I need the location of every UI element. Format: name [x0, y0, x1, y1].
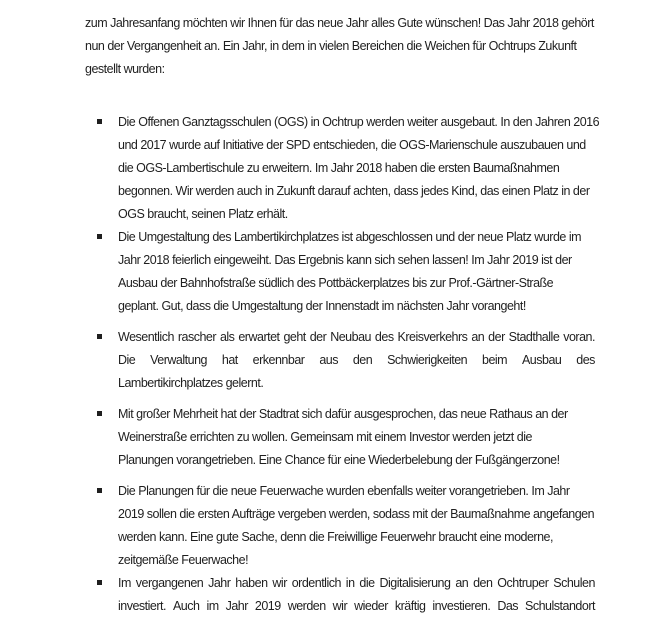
word: als	[219, 330, 235, 344]
word: den	[352, 353, 373, 367]
bullet-paragraph	[118, 480, 595, 572]
word: Ochtruper	[497, 576, 549, 590]
text-line	[118, 326, 595, 349]
bullet-square-icon	[97, 411, 102, 416]
word: Schulen	[553, 576, 595, 590]
word: des	[374, 330, 394, 344]
word: Verwaltung	[150, 353, 207, 367]
text-line: 2019 sollen die ersten Aufträge vergeben werden, sodass mit der Baumaßnahme angefangen	[118, 507, 595, 521]
word: Ausbau	[521, 353, 562, 367]
word: Schwierigkeiten	[387, 353, 468, 367]
bullet-paragraph	[118, 403, 595, 472]
word: wieder	[354, 599, 388, 613]
text-line: Weinerstraße errichten zu wollen. Gemeinsam mit einem Investor werden jetzt die	[118, 430, 532, 444]
word: werden	[287, 599, 326, 613]
text-line: Ausbau der Bahnhofstraße südlich des Pottbäckerplatzes bis zur Prof.-Gärtner-Straße	[118, 276, 554, 290]
text-line: Lambertikirchplatzes gelernt.	[118, 376, 264, 390]
word: des	[576, 353, 595, 367]
word: Wesentlich	[118, 330, 174, 344]
bullet-item	[85, 480, 595, 572]
word: vergangenen	[135, 576, 204, 590]
word: die	[359, 576, 375, 590]
bullet-item	[85, 111, 600, 226]
text-line: zeitgemäße Feuerwache!	[118, 553, 249, 567]
text-line	[118, 572, 595, 595]
word: Jahr	[208, 576, 231, 590]
bullet-square-icon	[97, 234, 102, 239]
word: erwartet	[238, 330, 280, 344]
text-line	[118, 595, 595, 618]
word: Im	[118, 576, 131, 590]
word: Die	[118, 353, 136, 367]
text-line: gestellt wurden:	[85, 62, 165, 76]
word: der	[309, 330, 327, 344]
word: wir	[272, 576, 287, 590]
bullet-square-icon	[97, 334, 102, 339]
word: haben	[235, 576, 268, 590]
word: voran.	[563, 330, 595, 344]
text-line: Die Umgestaltung des Lambertikirchplatzes ist abgeschlossen und der neue Platz wurde im	[118, 230, 582, 244]
text-line: Jahr 2018 feierlich eingeweiht. Das Ergebnis kann sich sehen lassen! Im Jahr 2019 ist der	[118, 253, 572, 267]
text-line: nun der Vergangenheit an. Ein Jahr, in dem in vielen Bereichen die Weichen für Ochtrups Zukunft	[85, 39, 577, 53]
intro-paragraph	[85, 12, 595, 81]
word: Digitalisierung	[379, 576, 451, 590]
bullet-item	[85, 326, 595, 395]
word: an	[471, 330, 485, 344]
text-line: die OGS-Lambertischule zu erweitern. Im Jahr 2018 haben die ersten Baumaßnahmen	[118, 161, 560, 175]
text-line: Die Planungen für die neue Feuerwache wurden ebenfalls weiter vorangetrieben. Im Jahr	[118, 484, 570, 498]
word: aus	[319, 353, 338, 367]
bullet-item	[85, 572, 595, 618]
word: Schulstandort	[525, 599, 595, 613]
bullet-item	[85, 226, 595, 318]
word: Stadthalle	[508, 330, 560, 344]
word: beim	[482, 353, 508, 367]
word: kräftig	[394, 599, 426, 613]
word: Neubau	[330, 330, 371, 344]
bullet-square-icon	[97, 488, 102, 493]
text-line: werden kann. Eine gute Sache, denn die Freiwillige Feuerwehr braucht eine moderne,	[118, 530, 553, 544]
bullet-list	[85, 111, 600, 618]
word: der	[488, 330, 505, 344]
bullet-paragraph	[118, 326, 595, 395]
word: wir	[332, 599, 348, 613]
bullet-paragraph	[118, 572, 595, 618]
text-line: begonnen. Wir werden auch in Zukunft darauf achten, dass jedes Kind, das einen Platz in der	[118, 184, 590, 198]
word: Jahr	[225, 599, 248, 613]
word: Kreisverkehrs	[397, 330, 468, 344]
bullet-square-icon	[97, 580, 102, 585]
word: Auch	[172, 599, 200, 613]
word: den	[473, 576, 493, 590]
text-line: und 2017 wurde auf Initiative der SPD entschieden, die OGS-Marienschule auszubauen und	[118, 138, 586, 152]
text-line: OGS braucht, seinen Platz erhält.	[118, 207, 288, 221]
text-line: Mit großer Mehrheit hat der Stadtrat sich dafür ausgesprochen, das neue Rathaus an der	[118, 407, 568, 421]
text-line	[118, 349, 595, 372]
text-line: zum Jahresanfang möchten wir Ihnen für das neue Jahr alles Gute wünschen! Das Jahr 2018 gehört	[85, 16, 594, 30]
word: ordentlich	[291, 576, 341, 590]
bullet-item	[85, 403, 595, 472]
word: geht	[283, 330, 306, 344]
word: an	[455, 576, 469, 590]
word: in	[345, 576, 355, 590]
word: rascher	[177, 330, 217, 344]
word: erkennbar	[252, 353, 305, 367]
text-line: Planungen vorangetrieben. Eine Chance für eine Wiederbelebung der Fußgängerzone!	[118, 453, 560, 467]
text-line: geplant. Gut, dass die Umgestaltung der Innenstadt im nächsten Jahr vorangeht!	[118, 299, 526, 313]
word: im	[206, 599, 219, 613]
text-line: Die Offenen Ganztagsschulen (OGS) in Ochtrup werden weiter ausgebaut. In den Jahren 2016	[118, 115, 600, 129]
bullet-square-icon	[97, 119, 102, 124]
word: investiert.	[118, 599, 166, 613]
word: investieren.	[432, 599, 491, 613]
word: 2019	[254, 599, 281, 613]
bullet-paragraph	[118, 226, 595, 318]
word: hat	[221, 353, 238, 367]
bullet-paragraph	[118, 111, 600, 226]
word: Das	[497, 599, 519, 613]
